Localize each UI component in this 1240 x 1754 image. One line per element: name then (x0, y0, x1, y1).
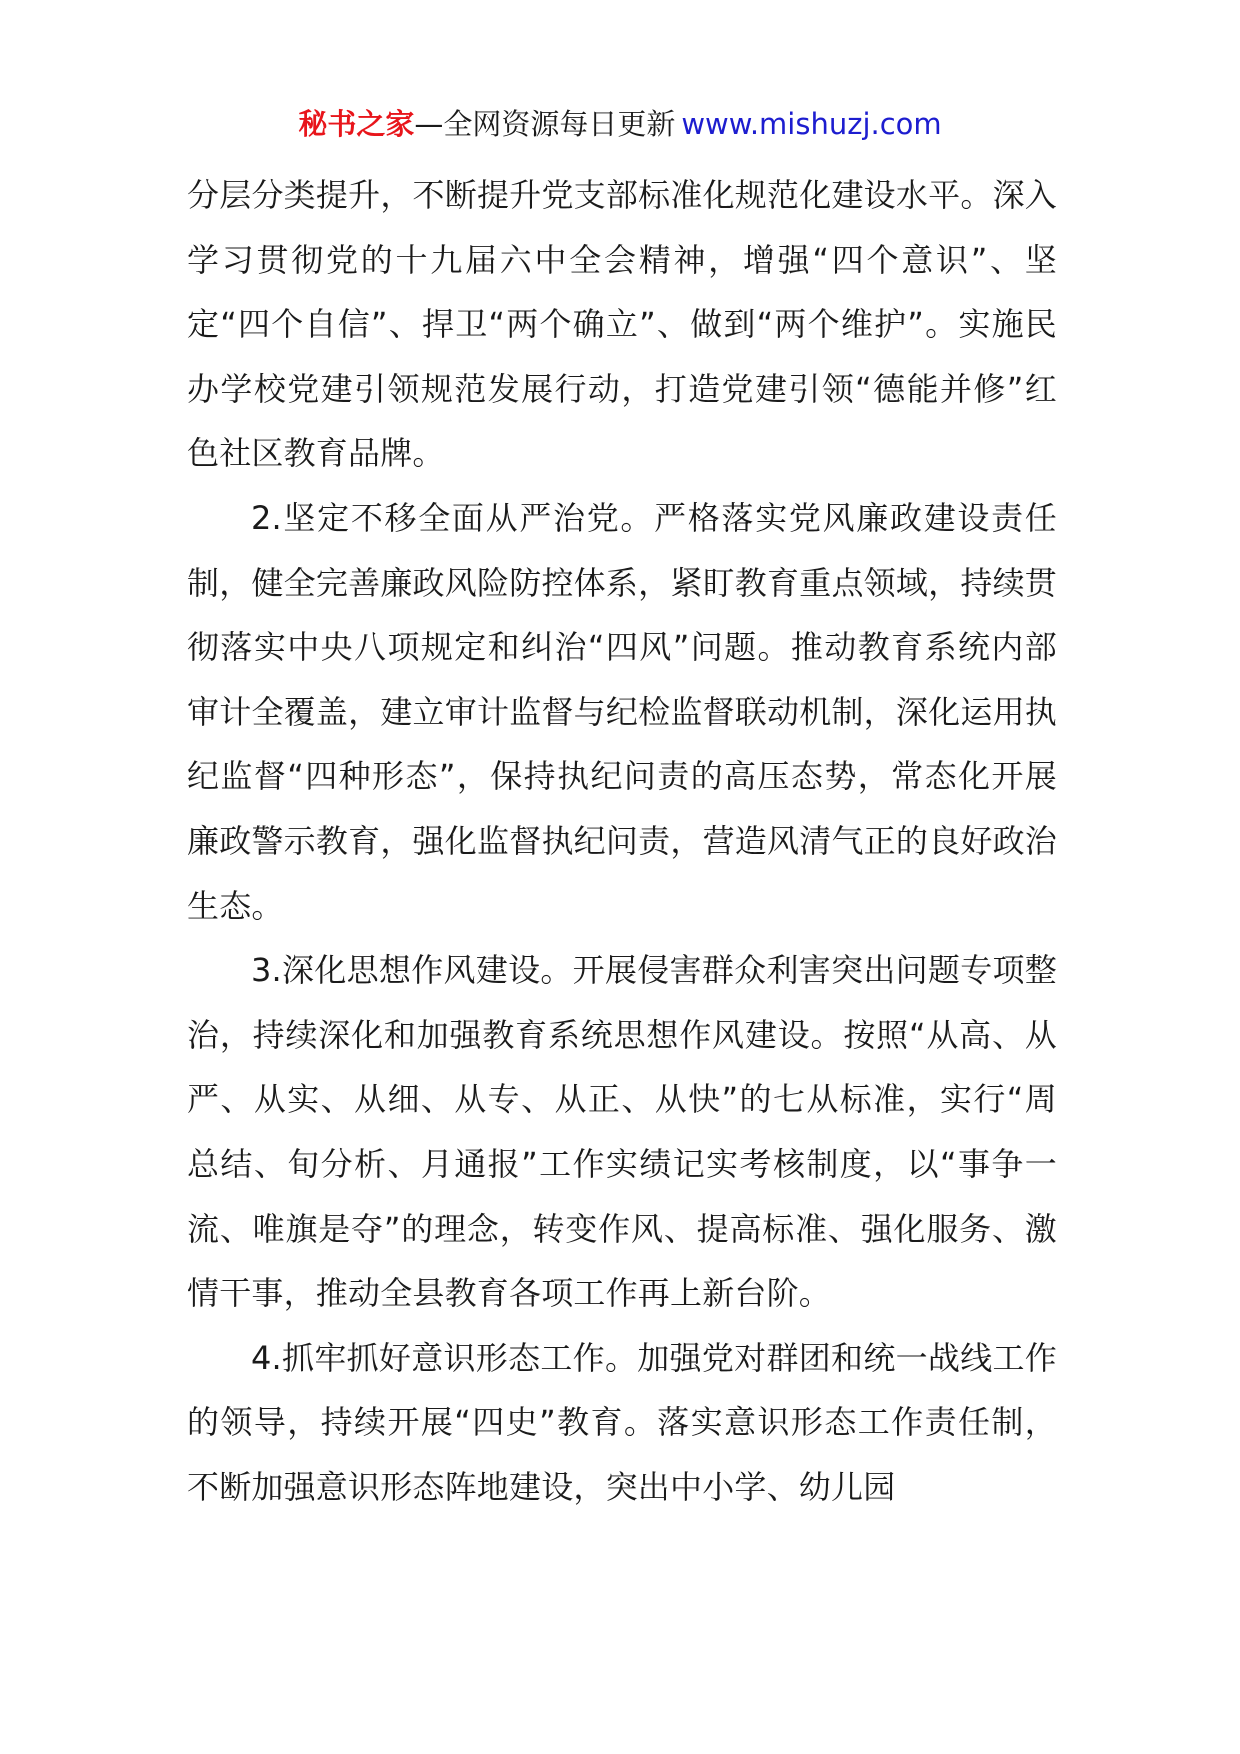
brand-name: 秘书之家 (298, 107, 415, 141)
site-header (0, 102, 1240, 146)
paragraph-2: 2.坚定不移全面从严治党。严格落实党风廉政建设责任制，健全完善廉政风险防控体系，紧盯教育重点领域，持续贯彻落实中央八项规定和纠治“四风”问题。推动教育系统内部审计全覆盖，建立审计监督与纪检监督联动机制，深化运用执纪监督“四种形态”，保持执纪问责的高压态势，常态化开展廉政警示教育，强化监督执纪问责，营造风清气正的良好政治生态。 (187, 498, 1057, 925)
document-body (187, 163, 1057, 1519)
paragraph-4: 4.抓牢抓好意识形态工作。加强党对群团和统一战线工作的领导，持续开展“四史”教育。落实意识形态工作责任制，不断加强意识形态阵地建设，突出中小学、幼儿园 (187, 1338, 1057, 1506)
paragraph-continuation: 分层分类提升，不断提升党支部标准化规范化建设水平。深入学习贯彻党的十九届六中全会精神，增强“四个意识”、坚定“四个自信”、捍卫“两个确立”、做到“两个维护”。实施民办学校党建引领规范发展行动，打造党建引领“德能并修”红色社区教育品牌。 (187, 176, 1057, 473)
header-slogan: —全网资源每日更新 (414, 107, 676, 141)
site-url-link[interactable]: www.mishuzj.com (681, 107, 942, 141)
paragraph-3: 3.深化思想作风建设。开展侵害群众利害突出问题专项整治，持续深化和加强教育系统思想作风建设。按照“从高、从严、从实、从细、从专、从正、从快”的七从标准，实行“周总结、旬分析、月通报”工作实绩记实考核制度，以“事争一流、唯旗是夺”的理念，转变作风、提高标准、强化服务、激情干事，推动全县教育各项工作再上新台阶。 (187, 951, 1057, 1313)
